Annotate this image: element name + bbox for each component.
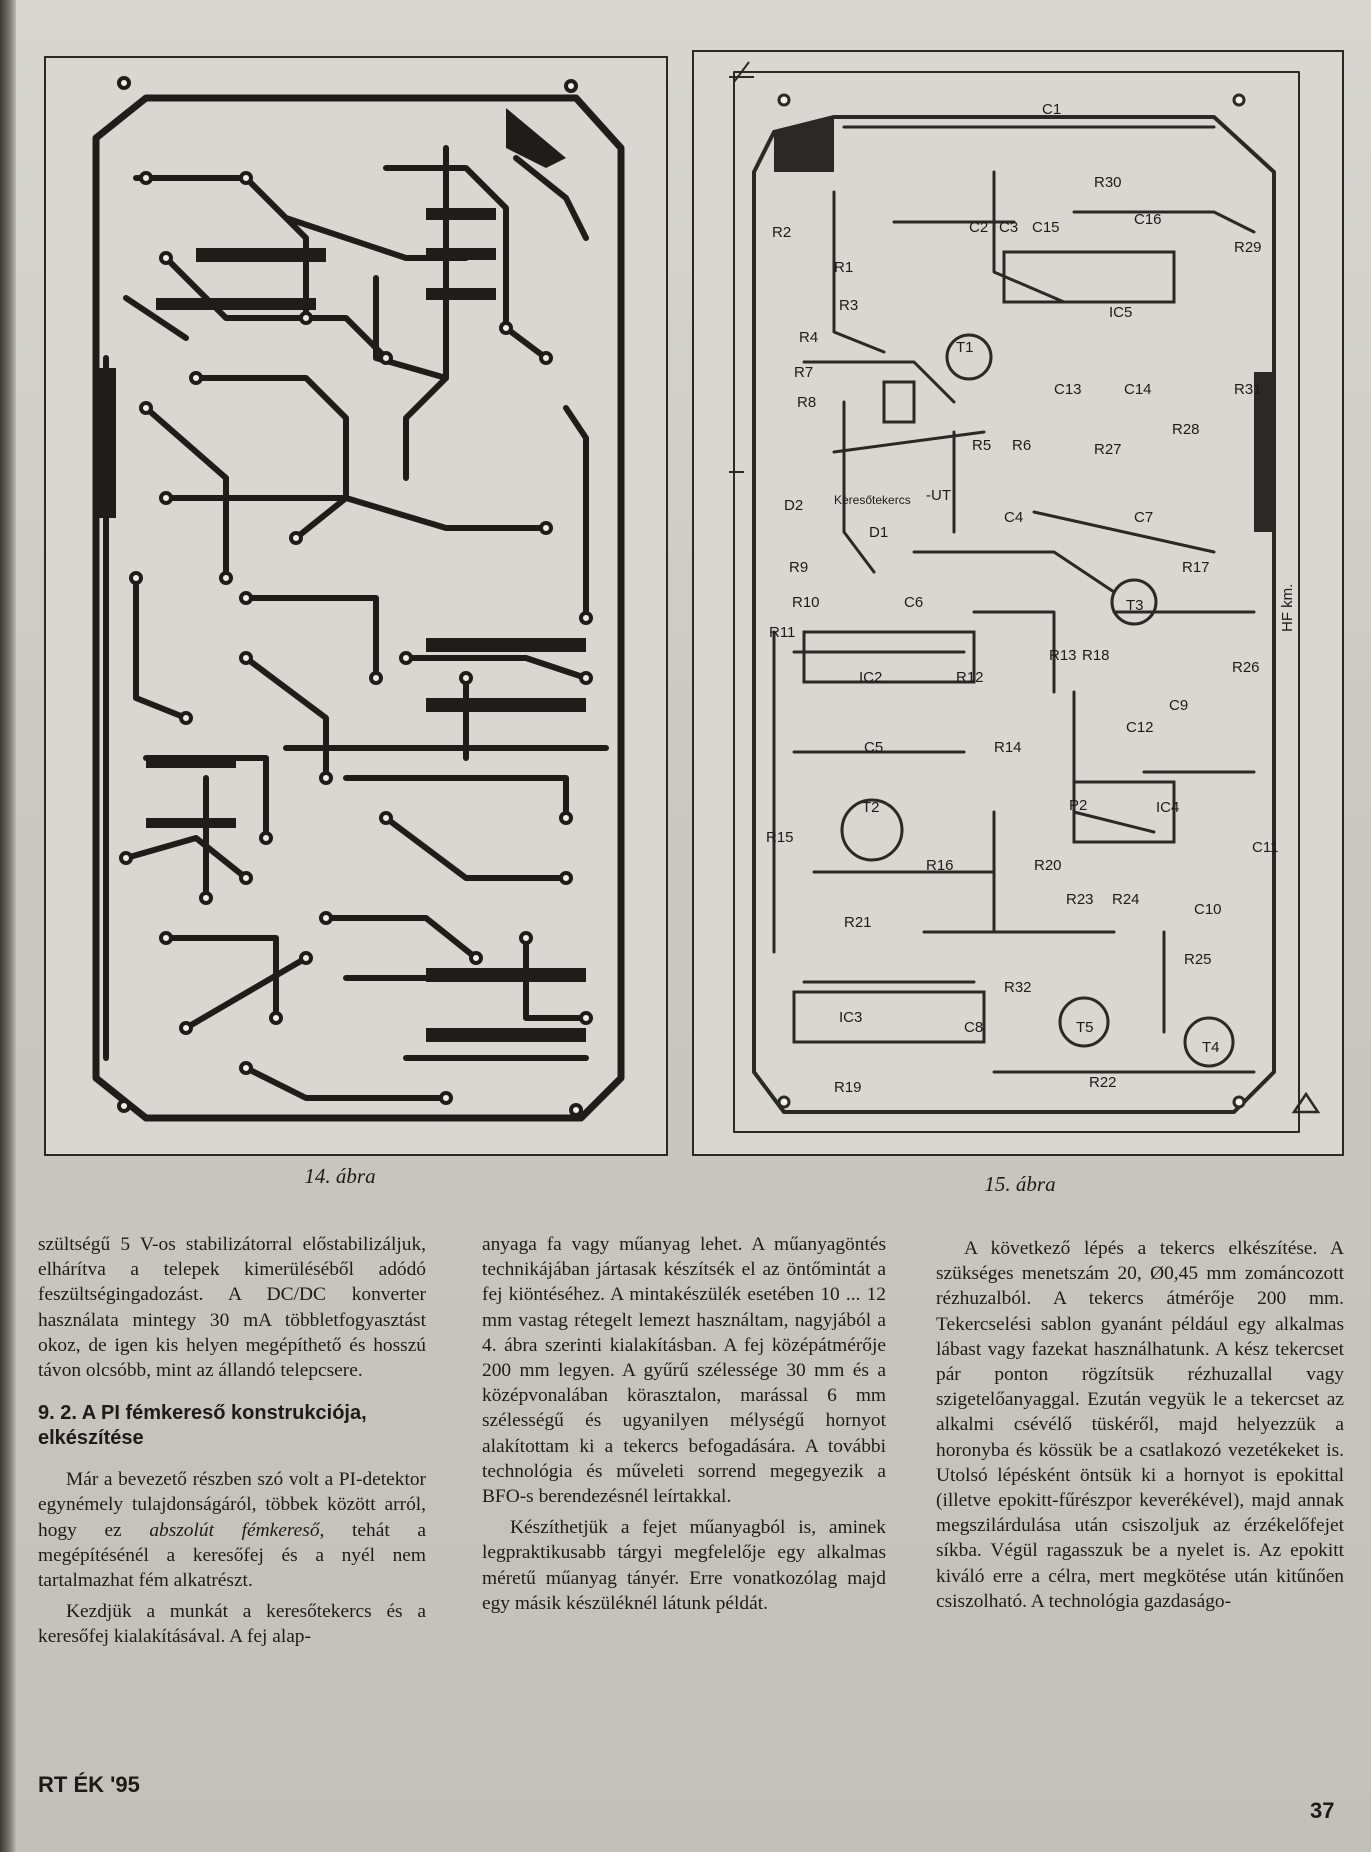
comp-label: T5 xyxy=(1076,1019,1094,1036)
comp-label: R24 xyxy=(1112,891,1140,908)
comp-label: R26 xyxy=(1232,659,1260,676)
comp-label: T1 xyxy=(956,339,974,356)
magazine-footer: RT ÉK '95 xyxy=(38,1772,140,1797)
comp-label: R30 xyxy=(1094,174,1122,191)
comp-label: R17 xyxy=(1182,559,1210,576)
comp-label: C2 xyxy=(969,219,989,236)
comp-label: R15 xyxy=(766,829,794,846)
comp-label: R19 xyxy=(834,1079,862,1096)
paragraph: A következő lépés a tekercs elkészítése. A szükséges menetszám 20, Ø0,45 mm zománcozott rézhuzalból. A tekercs átmérője 200 mm. Tekercselési sablon gyanánt például egy alkalmas lábast vagy fazekat használhatunk. A kész tekercset pár ponton rögzítsük rézhuzallal vagy szigetelőanyaggal. Ezután vegyük le a tekercset az alkalmi csévélő tüskéről, majd helyezzük a horonyba és kössük be a csatlakozó vezetékeket is. Utolsó lépésként öntsük ki a hornyot is epokittal (illetve epokitt-fűrészpor keverékével), majd annak megszilárdulása után csiszoljuk az érzékelőfejet síkba. Végül ragasszuk be a nyelet is. Az epokitt kiváló erre a célra, mert megkötése után kitűnően csiszolható. A technológia gazdaságo- xyxy=(936,1238,1344,1612)
figure-14-caption: 14. ábra xyxy=(304,1164,376,1188)
paragraph xyxy=(38,1467,426,1593)
comp-label: R20 xyxy=(1034,857,1062,874)
comp-label: C11 xyxy=(1252,839,1279,856)
comp-label: R3 xyxy=(839,297,859,314)
comp-label: R9 xyxy=(789,559,809,576)
page-number: 37 xyxy=(1310,1798,1335,1823)
comp-label: C12 xyxy=(1126,719,1154,736)
comp-label: C15 xyxy=(1032,219,1060,236)
comp-label: R21 xyxy=(844,914,872,931)
comp-label: R12 xyxy=(956,669,984,686)
comp-label: R8 xyxy=(797,394,817,411)
comp-label: R23 xyxy=(1066,891,1094,908)
comp-label: C4 xyxy=(1004,509,1024,526)
comp-label: R10 xyxy=(792,594,820,611)
comp-label: IC3 xyxy=(839,1009,863,1026)
comp-label: R28 xyxy=(1172,421,1200,438)
comp-label: R27 xyxy=(1094,441,1122,458)
paragraph: szültségű 5 V-os stabilizátorral előstabilizáljuk, elhárítva a telepek kimerüléséből adódó feszültségingadozást. A DC/DC konverter használata mintegy 30 mA többletfogyasztást okoz, de igen kis helyen megépíthető és hosszú távon olcsóbb, mint az állandó telepcsere. xyxy=(38,1234,426,1382)
text-column-2 xyxy=(482,1232,886,1616)
comp-label: C1 xyxy=(1042,101,1062,118)
comp-label: T2 xyxy=(862,799,880,816)
figure-15-caption: 15. ábra xyxy=(984,1172,1056,1196)
comp-label: R4 xyxy=(799,329,819,346)
comp-label: R1 xyxy=(834,259,854,276)
comp-label: C13 xyxy=(1054,381,1082,398)
comp-label: R6 xyxy=(1012,437,1032,454)
comp-label: C7 xyxy=(1134,509,1154,526)
comp-label: C14 xyxy=(1124,381,1152,398)
comp-label: R14 xyxy=(994,739,1022,756)
figure-14-pcb-layout xyxy=(44,56,668,1156)
comp-label: R31 xyxy=(1234,381,1262,398)
comp-label: D1 xyxy=(869,524,889,541)
comp-label: T4 xyxy=(1202,1039,1220,1056)
comp-label: C3 xyxy=(999,219,1019,236)
comp-label: C16 xyxy=(1134,211,1162,228)
paragraph: anyaga fa vagy műanyag lehet. A műanyagöntés technikájában jártasak készítsék el az öntőmintát a fej kiöntéséhez. A mintakészülék esetében 10 ... 12 mm vastag rétegelt lemezt használtam, nagyjából a 4. ábra szerinti kialakításban. A fej középátmérője 200 mm legyen. A gyűrű szélessége 30 mm és a középvonalában körasztalon, marással 6 mm szélességű és ugyanilyen mélységű hornyot alakítottam ki a tekercs befogadására. A további technológia és műveleti sorrend megegyezik a BFO-s berendezésnél leírtakkal. xyxy=(482,1234,886,1508)
figure-15-component-layout xyxy=(692,50,1344,1156)
text-column-3 xyxy=(936,1236,1344,1614)
comp-label: R5 xyxy=(972,437,992,454)
comp-label: R29 xyxy=(1234,239,1262,256)
comp-label: C5 xyxy=(864,739,884,756)
comp-label: R11 xyxy=(769,624,796,641)
comp-label: C8 xyxy=(964,1019,984,1036)
comp-label: R2 xyxy=(772,224,792,241)
comp-label: Keresőtekercs xyxy=(834,493,911,507)
text-column-1 xyxy=(38,1232,426,1650)
paragraph: Kezdjük a munkát a keresőtekercs és a keresőfej kialakításával. A fej alap- xyxy=(38,1601,426,1648)
book-spine-shadow xyxy=(0,0,16,1852)
comp-label: R13 xyxy=(1049,647,1077,664)
comp-label: HF km. xyxy=(1279,583,1296,632)
paragraph-text: Már a bevezető részben szó volt a PI-detektor egynémely tulajdonságáról, többek között arról, hogy ez xyxy=(38,1469,426,1541)
comp-label: -UT xyxy=(926,487,951,504)
section-heading: 9. 2. A PI fémkereső konstrukciója, elkészítése xyxy=(38,1402,367,1450)
comp-label: D2 xyxy=(784,497,804,514)
comp-label: T3 xyxy=(1126,597,1144,614)
comp-label: C9 xyxy=(1169,697,1189,714)
paragraph: Készíthetjük a fejet műanyagból is, aminek legpraktikusabb tárgyi megfelelője egy alkalmas méretű műanyag tányér. Erre vonatkozólag majd egy másik készüléknél látunk példát. xyxy=(482,1517,886,1614)
comp-label: R25 xyxy=(1184,951,1212,968)
comp-label: IC4 xyxy=(1156,799,1180,816)
comp-label: R7 xyxy=(794,364,814,381)
comp-label: C6 xyxy=(904,594,924,611)
comp-label: R16 xyxy=(926,857,954,874)
comp-label: R22 xyxy=(1089,1074,1117,1091)
comp-label: IC5 xyxy=(1109,304,1133,321)
comp-label: P2 xyxy=(1069,797,1088,814)
emphasis-text: abszolút fémkereső xyxy=(149,1519,320,1541)
component-placement-drawing xyxy=(694,52,1342,1154)
comp-label: R18 xyxy=(1082,647,1110,664)
pcb-traces-drawing xyxy=(46,58,666,1154)
comp-label: C10 xyxy=(1194,901,1222,918)
comp-label: IC2 xyxy=(859,669,883,686)
paragraph-text: , tehát a megépítésénél a keresőfej és a nyél nem tartalmazhat fém alkatrészt. xyxy=(38,1519,426,1592)
comp-label: R32 xyxy=(1004,979,1032,996)
